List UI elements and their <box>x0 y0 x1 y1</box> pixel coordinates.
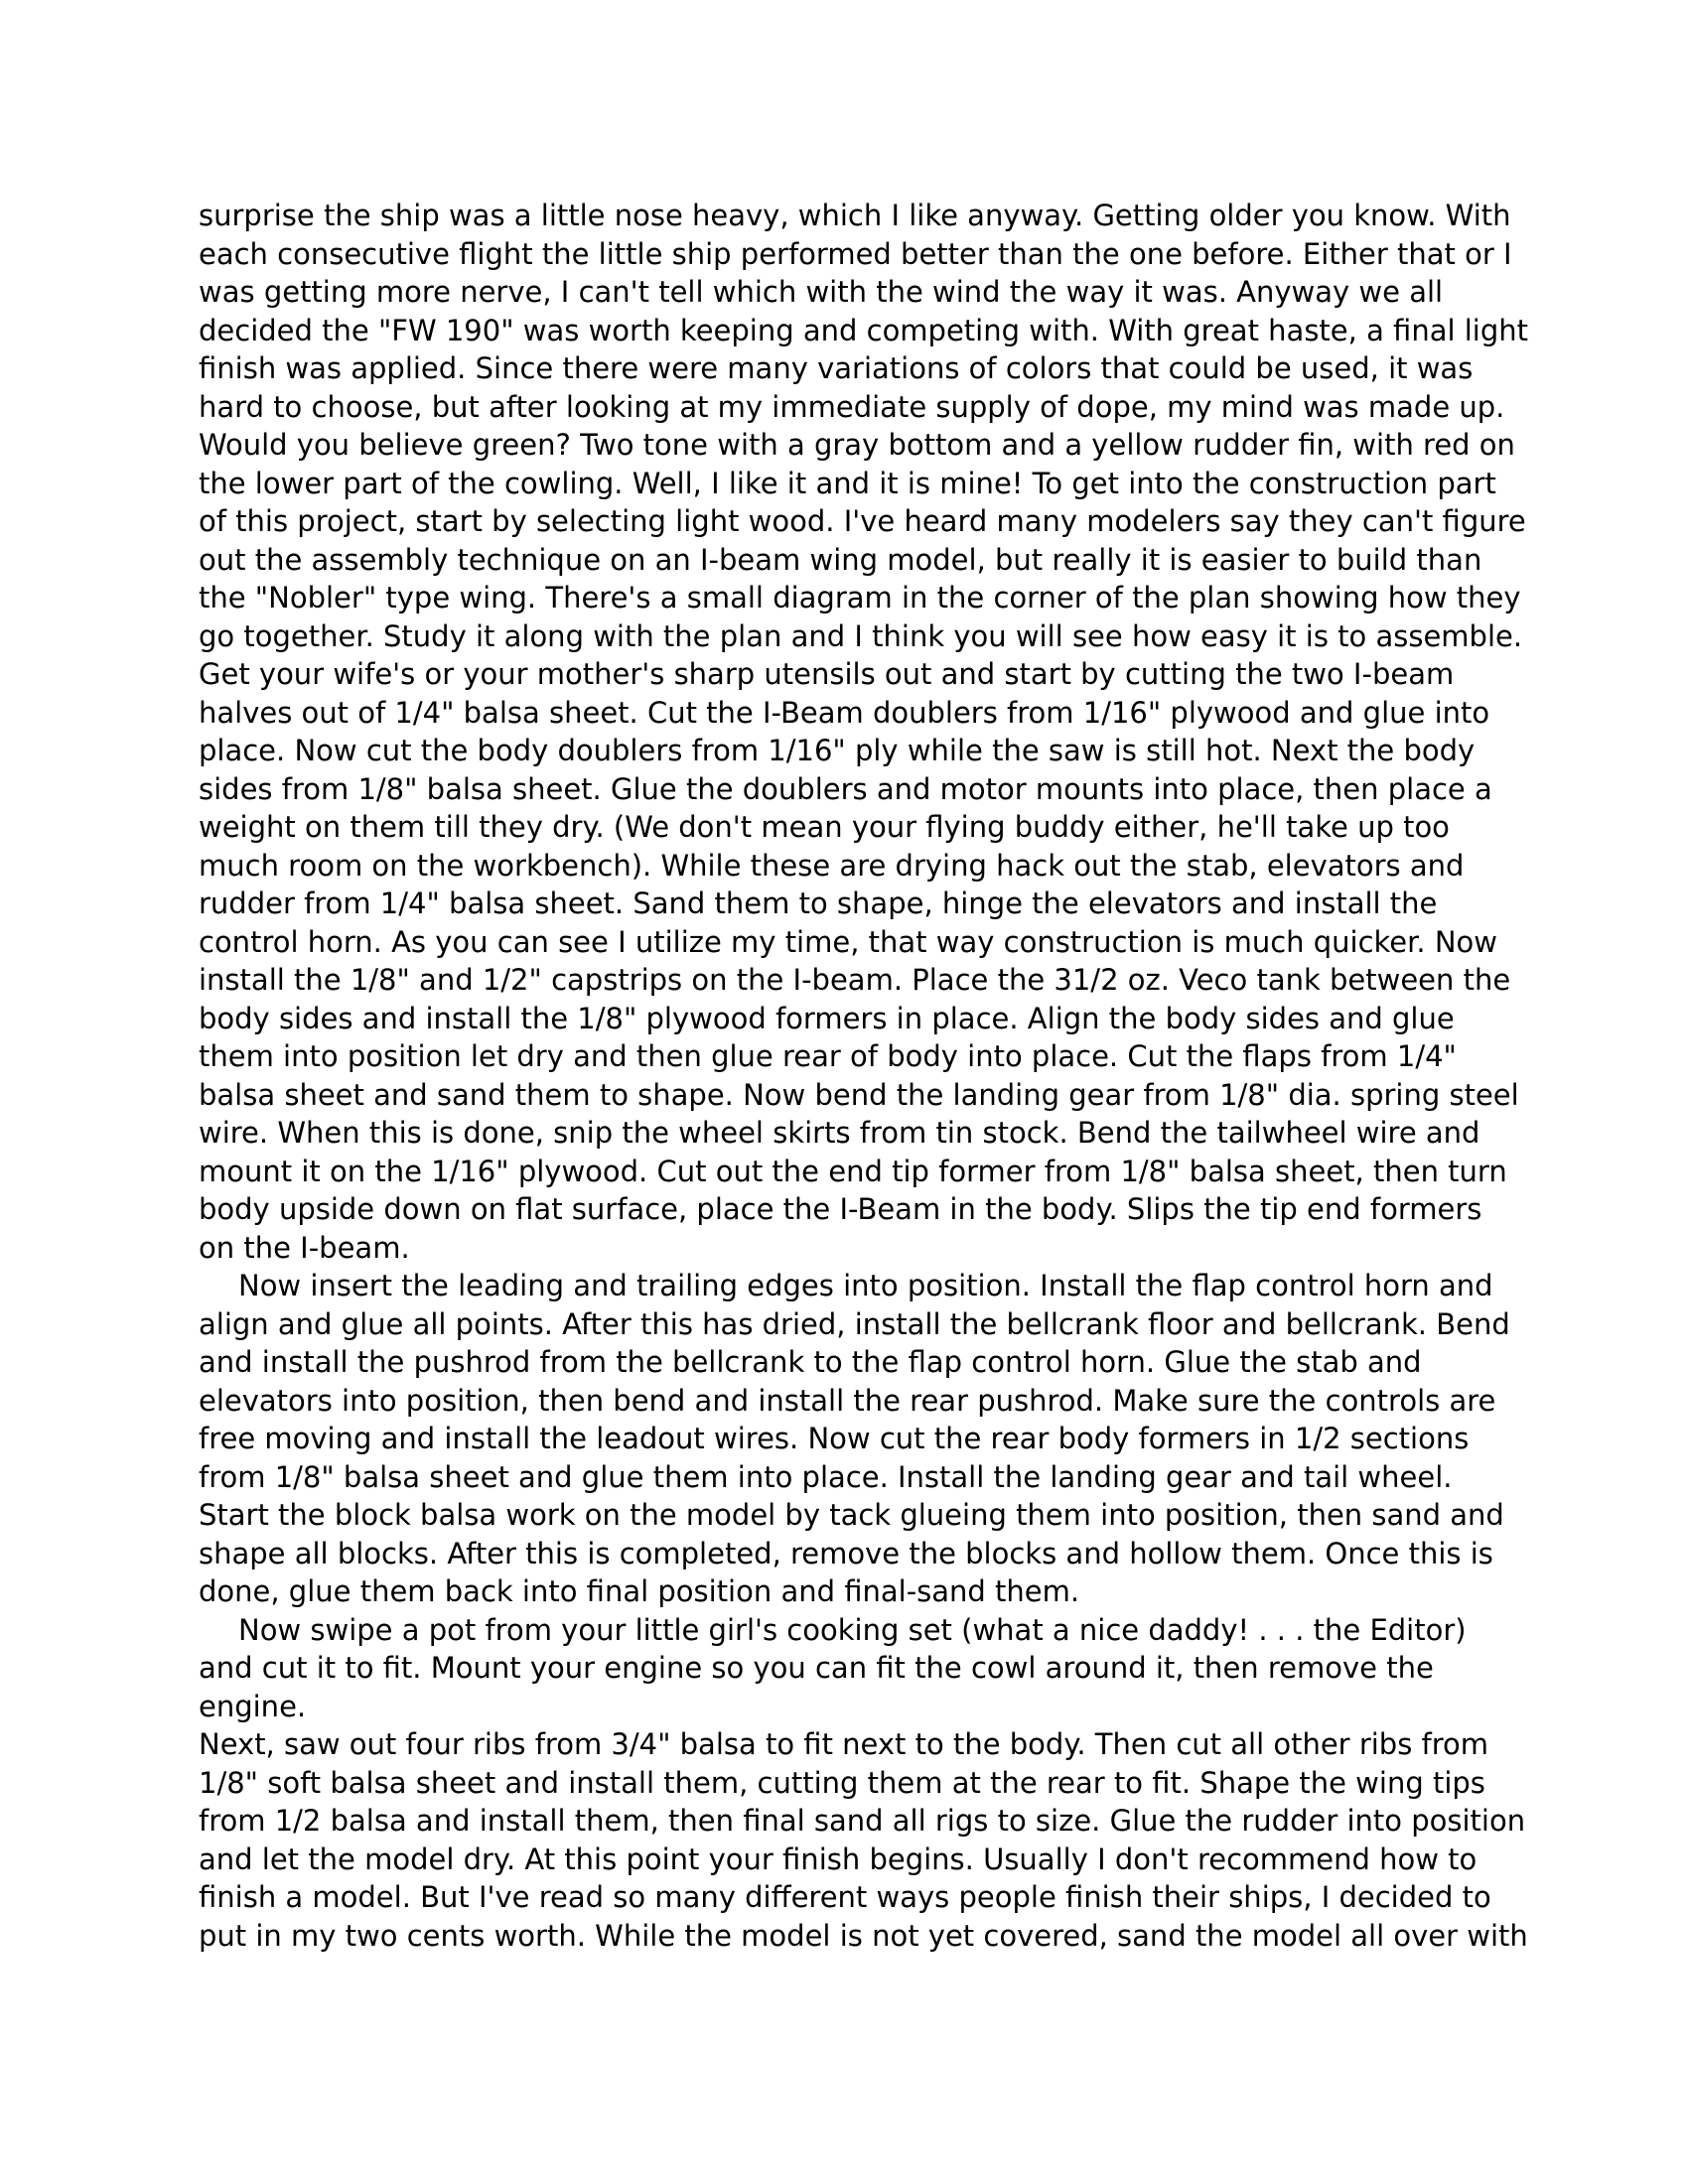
text-line: them into position let dry and then glue rear of body into place. Cut the flaps from 1/4" <box>199 1039 1457 1073</box>
text-line: control horn. As you can see I utilize my time, that way construction is much quicker. Now <box>199 924 1497 959</box>
text-line: elevators into position, then bend and install the rear pushrod. Make sure the controls are <box>199 1383 1496 1418</box>
text-line: put in my two cents worth. While the model is not yet covered, sand the model all over with <box>199 1918 1528 1953</box>
paragraph-4 <box>199 1725 1528 1955</box>
text-line: install the 1/8" and 1/2" capstrips on the I-beam. Place the 31/2 oz. Veco tank between the <box>199 963 1511 997</box>
text-line: weight on them till they dry. (We don't mean your flying buddy either, he'll take up too <box>199 810 1450 844</box>
text-line: rudder from 1/4" balsa sheet. Sand them to shape, hinge the elevators and install the <box>199 887 1438 920</box>
text-line: and cut it to fit. Mount your engine so you can fit the cowl around it, then remove the <box>199 1651 1434 1685</box>
text-line: was getting more nerve, I can't tell which with the wind the way it was. Anyway we all <box>199 275 1444 309</box>
text-line: the lower part of the cowling. Well, I like it and it is mine! To get into the construction part <box>199 466 1496 500</box>
text-line: Get your wife's or your mother's sharp utensils out and start by cutting the two I-beam <box>199 657 1455 691</box>
text-line: go together. Study it along with the plan and I think you will see how easy it is to assemble. <box>199 618 1523 653</box>
text-line: on the I-beam. <box>199 1230 410 1265</box>
text-line: 1/8" soft balsa sheet and install them, cutting them at the rear to fit. Shape the wing tips <box>199 1765 1485 1800</box>
text-line: sides from 1/8" balsa sheet. Glue the doublers and motor mounts into place, then place a <box>199 771 1492 806</box>
text-line: Now insert the leading and trailing edges into position. Install the flap control horn and <box>238 1269 1493 1302</box>
document-page <box>199 197 1529 1955</box>
paragraph-3 <box>199 1611 1489 1726</box>
text-line: free moving and install the leadout wires. Now cut the rear body formers in 1/2 sections <box>199 1422 1470 1455</box>
text-line: from 1/2 balsa and install them, then final sand all rigs to size. Glue the rudder into position <box>199 1804 1526 1838</box>
text-line: balsa sheet and sand them to shape. Now bend the landing gear from 1/8" dia. spring steel <box>199 1077 1519 1112</box>
text-line: Would you believe green? Two tone with a gray bottom and a yellow rudder fin, with red on <box>199 428 1515 462</box>
text-line: finish was applied. Since there were many variations of colors that could be used, it was <box>199 351 1474 385</box>
text-line: mount it on the 1/16" plywood. Cut out the end tip former from 1/8" balsa sheet, then turn <box>199 1154 1507 1188</box>
text-line: shape all blocks. After this is completed, remove the blocks and hollow them. Once this is <box>199 1536 1493 1570</box>
text-line: halves out of 1/4" balsa sheet. Cut the I-Beam doublers from 1/16" plywood and glue into <box>199 695 1490 730</box>
text-line: from 1/8" balsa sheet and glue them into place. Install the landing gear and tail wheel. <box>199 1459 1453 1494</box>
paragraph-1 <box>199 197 1529 1267</box>
text-line: Now swipe a pot from your little girl's cooking set (what a nice daddy! . . . the Editor) <box>238 1612 1467 1647</box>
text-line: each consecutive flight the little ship performed better than the one before. Either that or I <box>199 236 1512 271</box>
text-line: of this project, start by selecting light wood. I've heard many modelers say they can't figure <box>199 504 1526 538</box>
text-line: Start the block balsa work on the model by tack glueing them into position, then sand and <box>199 1498 1504 1532</box>
text-line: the "Nobler" type wing. There's a small diagram in the corner of the plan showing how they <box>199 581 1521 614</box>
text-line: much room on the workbench). While these are drying hack out the stab, elevators and <box>199 848 1465 883</box>
text-line: and let the model dry. At this point your finish begins. Usually I don't recommend how to <box>199 1842 1477 1876</box>
paragraph-2 <box>199 1267 1510 1611</box>
text-line: finish a model. But I've read so many different ways people finish their ships, I decided to <box>199 1880 1491 1914</box>
text-line: place. Now cut the body doublers from 1/16" ply while the saw is still hot. Next the body <box>199 734 1476 767</box>
text-line: decided the "FW 190" was worth keeping and competing with. With great haste, a final light <box>199 313 1529 347</box>
text-line: surprise the ship was a little nose heavy, which I like anyway. Getting older you know. With <box>199 199 1511 232</box>
text-line: align and glue all points. After this has dried, install the bellcrank floor and bellcrank. Bend <box>199 1306 1510 1341</box>
text-line: engine. <box>199 1689 307 1723</box>
text-line: hard to choose, but after looking at my immediate supply of dope, my mind was made up. <box>199 389 1505 424</box>
text-line: Next, saw out four ribs from 3/4" balsa to fit next to the body. Then cut all other ribs from <box>199 1727 1489 1761</box>
text-line: done, glue them back into final position and final-sand them. <box>199 1574 1080 1608</box>
text-line: out the assembly technique on an I-beam wing model, but really it is easier to build than <box>199 542 1482 577</box>
text-line: body upside down on flat surface, place the I-Beam in the body. Slips the tip end formers <box>199 1192 1482 1226</box>
text-line: and install the pushrod from the bellcrank to the flap control horn. Glue the stab and <box>199 1345 1422 1379</box>
text-line: body sides and install the 1/8" plywood formers in place. Align the body sides and glue <box>199 1001 1455 1035</box>
text-line: wire. When this is done, snip the wheel skirts from tin stock. Bend the tailwheel wire and <box>199 1116 1480 1150</box>
